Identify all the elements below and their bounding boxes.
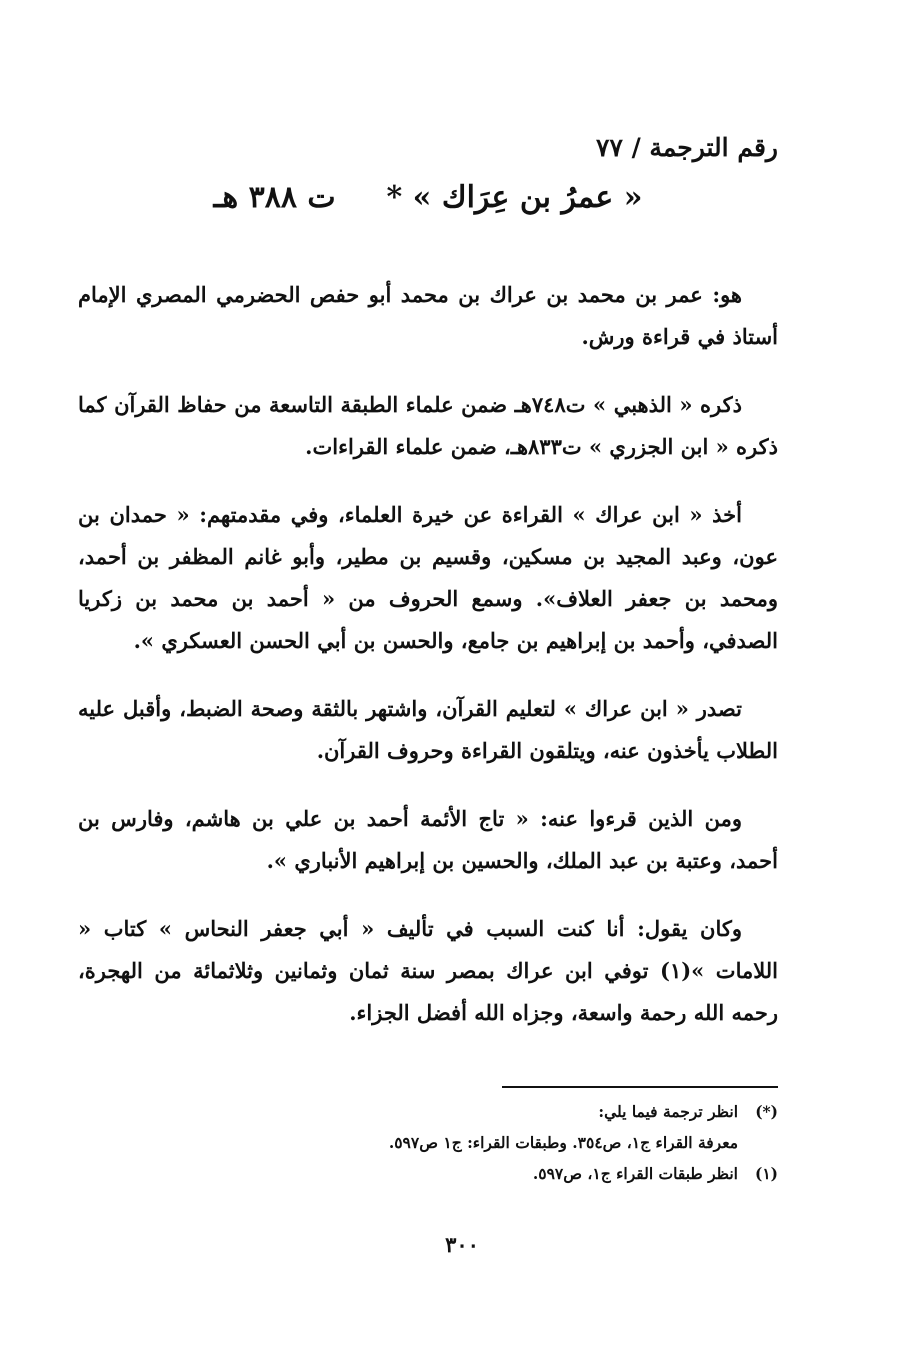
body-text [78, 274, 778, 1034]
paragraph-teachers: أخذ « ابن عراك » القراءة عن خيرة العلماء، وفي مقدمتهم: « حمدان بن عون، وعبد المجيد بن مسكين، وقسيم بن مطير، وأبو غانم المظفر بن أحمد، ومحمد بن جعفر العلاف». وسمع الحروف من « أحمد بن محمد بن زكريا الصدفي، وأحمد بن إبراهيم بن جامع، والحسن بن أبي الحسن العسكري ». [78, 502, 778, 653]
paragraph-death: وكان يقول: أنا كنت السبب في تأليف « أبي جعفر النحاس » كتاب « اللامات »(١) توفي ابن عراك بمصر سنة ثمان وثمانين وثلاثمائة من الهجرة، رحمه الله رحمة واسعة، وجزاه الله أفضل الجزاء. [78, 916, 778, 1025]
paragraph-students: ومن الذين قرءوا عنه: « تاج الأئمة أحمد بن علي بن هاشم، وفارس بن أحمد، وعتبة بن عبد الملك، والحسين بن إبراهيم الأنباري ». [78, 806, 778, 873]
paragraph-teaching: تصدر « ابن عراك » لتعليم القرآن، واشتهر بالثقة وصحة الضبط، وأقبل عليه الطلاب يأخذون عنه، ويتلقون القراءة وحروف القرآن. [78, 696, 778, 763]
footnote-one [78, 1158, 778, 1189]
footnote-star-text: انظر ترجمة فيما يلي: [598, 1102, 738, 1121]
death-date: ت ٣٨٨ هـ [213, 180, 336, 215]
footnotes [78, 1086, 778, 1189]
footnote-one-text: انظر طبقات القراء ج١، ص٥٩٧. [532, 1164, 738, 1183]
footnote-star [78, 1096, 778, 1127]
footnote-star-marker: (*) [755, 1102, 778, 1121]
biography-title [78, 174, 778, 222]
biography-name: « عمرُ بن عِرَاك » * [386, 180, 643, 215]
biography-number: رقم الترجمة / ٧٧ [596, 133, 778, 162]
footnote-star-sources: معرفة القراء ج١، ص٣٥٤. وطبقات القراء: ج١ ص٥٩٧. [388, 1133, 738, 1152]
footnote-one-marker: (١) [754, 1164, 778, 1183]
paragraph-identity: هو: عمر بن محمد بن عراك بن محمد أبو حفص الحضرمي المصري الإمام أستاذ في قراءة ورش. [78, 282, 778, 349]
page-number: ٣٠٠ [445, 1232, 479, 1257]
paragraph-mentions: ذكره « الذهبي » ت٧٤٨هـ ضمن علماء الطبقة التاسعة من حفاظ القرآن كما ذكره « ابن الجزري » ت٨٣٣هـ، ضمن علماء القراءات. [78, 392, 778, 459]
footnote-divider [502, 1086, 778, 1088]
